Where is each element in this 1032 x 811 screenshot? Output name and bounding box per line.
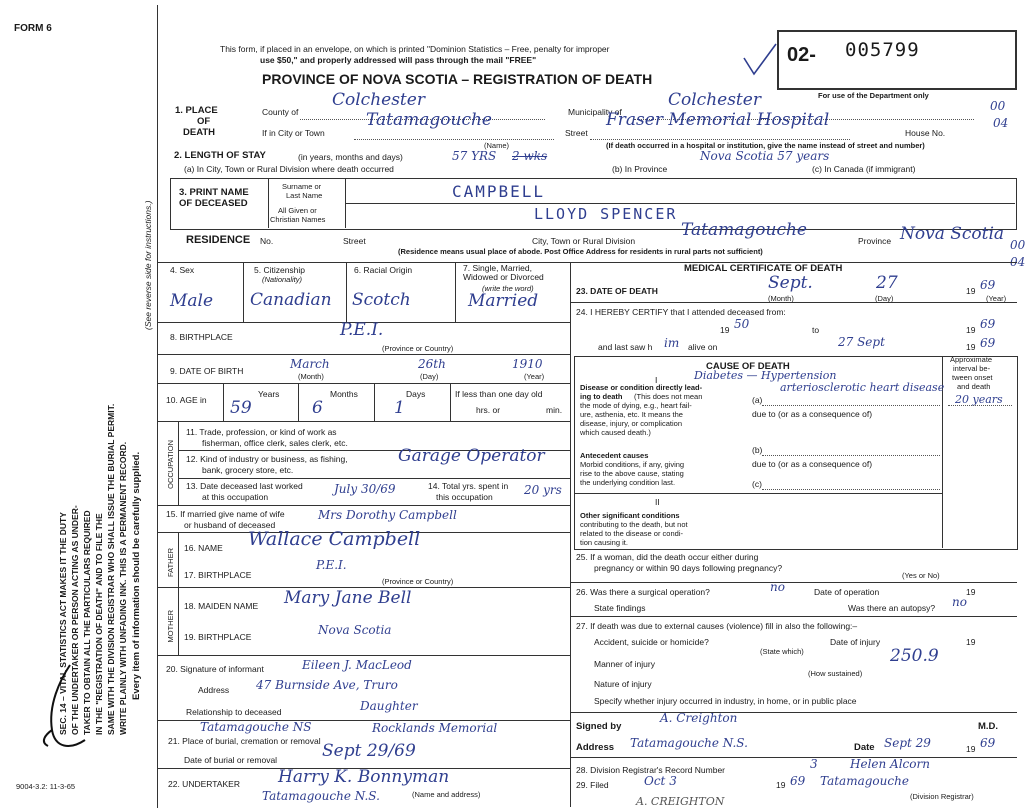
last-saw-label: and last saw h — [598, 342, 653, 352]
hrs-label: hrs. or — [476, 405, 501, 415]
wife-label: 15. If married give name of wife — [166, 509, 285, 519]
findings-label: State findings — [594, 603, 646, 613]
cert-rule-1 — [570, 302, 1017, 303]
length-hint: (in years, months and days) — [298, 152, 403, 162]
cause-a-line — [762, 405, 940, 406]
cause-a-label: (a) — [752, 395, 763, 405]
nature-label: Nature of injury — [594, 679, 652, 689]
cause-a2-value: arteriosclerotic heart disease — [780, 381, 945, 394]
attended-from-value: 50 — [734, 317, 750, 331]
statute-line-5: SAME WITH THE DIVISION REGISTRAR WHO SHALL ISSUE THE BURIAL PERMIT. — [106, 403, 116, 735]
last-saw-value: im — [664, 336, 680, 350]
surgery-top-rule — [570, 582, 1017, 583]
res-no-label: No. — [260, 236, 274, 246]
citizenship-value: Canadian — [250, 290, 332, 310]
registration-prefix: 02- — [787, 44, 816, 66]
surname-value: CAMPBELL — [452, 182, 546, 201]
dod-year-value: 69 — [980, 278, 996, 292]
age-bottom-rule — [157, 421, 570, 422]
street-line — [590, 139, 850, 140]
dob-month-value: March — [290, 357, 330, 371]
dept-code-c: 00 — [1010, 238, 1026, 252]
other-2: contributing to the death, but not — [580, 520, 688, 529]
registration-number: 005799 — [845, 39, 920, 61]
cause-title: CAUSE OF DEATH — [706, 361, 790, 372]
filed-19: 19 — [776, 780, 786, 790]
in-province-label: (b) In Province — [612, 164, 668, 174]
place-of-death-label: 1. PLACE — [175, 105, 218, 116]
given-label: All Given or — [278, 206, 317, 215]
name-box-divider — [268, 178, 269, 228]
age-label: 10. AGE in — [166, 395, 207, 405]
signed-label: Signed by — [576, 721, 622, 732]
informant-address-label: Address — [198, 685, 230, 695]
occ14b-label: this occupation — [436, 492, 493, 502]
mother-side-label: MOTHER — [166, 610, 175, 643]
stay-city-struck: 2 wks — [512, 149, 548, 163]
hospital-note: (If death occurred in a hospital or institution, give the name instead of street and number) — [606, 141, 925, 150]
envelope-notice-2: use $50," and properly addressed will pass through the mail "FREE" — [260, 55, 537, 65]
occ12b-label: bank, grocery store, etc. — [202, 465, 294, 475]
signature-top-rule — [570, 712, 1017, 713]
house-no-label: House No. — [905, 128, 946, 138]
dod-year-prefix: 19 — [966, 286, 976, 296]
filed-value: Oct 3 — [644, 774, 677, 788]
occ14-label: 14. Total yrs. spent in — [428, 481, 509, 491]
years-label: Years — [258, 389, 280, 399]
approx-3: tween onset — [952, 373, 993, 382]
last-name-label: Last Name — [286, 191, 323, 200]
dept-code-d: 04 — [1010, 255, 1026, 269]
industry-value: Garage Operator — [398, 446, 545, 466]
informant-label: 20. Signature of informant — [166, 664, 264, 674]
mother-bp-value: Nova Scotia — [318, 623, 392, 637]
days-label: Days — [406, 389, 426, 399]
citizenship-label: 5. Citizenship — [254, 265, 306, 275]
injury-19: 19 — [966, 637, 976, 647]
cert-date-label: Date — [854, 742, 875, 753]
form-id: FORM 6 — [14, 23, 52, 34]
burial-date-label: Date of burial or removal — [184, 755, 278, 765]
street-label: Street — [565, 128, 588, 138]
write-word-label: (write the word) — [482, 284, 534, 293]
approx-2: interval be- — [953, 364, 991, 373]
woman-1: 25. If a woman, did the death occur either during — [576, 552, 759, 562]
surname-label: Surname or — [282, 182, 322, 191]
antecedent-1: Antecedent causes — [580, 451, 649, 460]
yes-no-hint: (Yes or No) — [902, 571, 940, 580]
antecedent-4: the underlying condition last. — [580, 478, 676, 487]
total-years-value: 20 yrs — [524, 483, 562, 497]
given-names-value: LLOYD SPENCER — [534, 205, 678, 223]
other-1: Other significant conditions — [580, 511, 680, 520]
dob-label: 9. DATE OF BIRTH — [170, 366, 244, 376]
injury-date-label: Date of injury — [830, 637, 881, 647]
father-bp-value: P.E.I. — [316, 558, 347, 572]
dept-code-b: 04 — [993, 116, 1009, 130]
cause-b-label: (b) — [752, 445, 763, 455]
date-of-death-label: 23. DATE OF DEATH — [576, 286, 658, 296]
municipality-label: Municipality of — [568, 107, 622, 117]
antecedent-3: rise to the above cause, stating — [580, 469, 684, 478]
occ11-label: 11. Trade, profession, or kind of work as — [186, 427, 337, 437]
row-4-7-divider-3 — [455, 262, 456, 322]
marital-label: 7. Single, Married, Widowed or Divorced — [463, 263, 544, 282]
interval-a-value: 20 years — [955, 393, 1003, 406]
less-than-day-label: If less than one day old — [455, 389, 543, 399]
hereby-label: 24. I HEREBY CERTIFY that I attended deceased from: — [576, 307, 786, 317]
alive-year-value: 69 — [980, 336, 996, 350]
bottom-signature: A. CREIGHTON — [636, 795, 725, 808]
burial-place-value-2: Rocklands Memorial — [372, 721, 498, 735]
wife-value: Mrs Dorothy Campbell — [318, 508, 457, 522]
relationship-value: Daughter — [360, 699, 418, 713]
father-side-label: FATHER — [166, 548, 175, 578]
approx-4: and death — [957, 382, 991, 391]
other-4: tion causing it. — [580, 538, 628, 547]
dod-day-value: 27 — [876, 273, 898, 293]
specify-label: Specify whether injury occurred in industry, in home, or in public place — [594, 696, 857, 706]
undertaker-address-value: Tatamagouche N.S. — [262, 789, 380, 803]
city-town-label: If in City or Town — [262, 128, 325, 138]
name-box-midline — [345, 203, 1015, 204]
row-4-7-top-rule — [157, 262, 1017, 263]
place-of-death-label-2: OF — [197, 116, 211, 127]
undertaker-hint: (Name and address) — [412, 790, 481, 799]
informant-address-value: 47 Burnside Ave, Truro — [256, 678, 398, 692]
disease-6: disease, injury, or complication — [580, 419, 682, 428]
occ13-label: 13. Date deceased last worked — [186, 481, 303, 491]
occ-bottom-rule — [157, 505, 570, 506]
res-province-value: Nova Scotia — [900, 224, 1005, 244]
cert-date-year-value: 69 — [980, 736, 996, 750]
cause-ii-divider — [574, 493, 942, 494]
racial-value: Scotch — [352, 290, 411, 310]
op-date-label: Date of operation — [814, 587, 880, 597]
attended-to-value: 69 — [980, 317, 996, 331]
external-label: 27. If death was due to external causes (violence) fill in also the following:– — [576, 621, 858, 631]
div-reg-label: 28. Division Registrar's Record Number — [576, 765, 726, 775]
occ13-top-rule — [178, 478, 570, 479]
disease-3: (This does not mean — [634, 392, 703, 401]
manner-label: Manner of injury — [594, 659, 655, 669]
cause-b-line — [762, 455, 940, 456]
res-province-label: Province — [858, 236, 892, 246]
christian-label: Christian Names — [270, 215, 326, 224]
statute-line-6: WRITE PLAINLY WITH UNFADING INK. THIS IS A PERMANENT RECORD. — [118, 441, 128, 735]
county-label: County of — [262, 107, 299, 117]
mother-side-rule — [178, 587, 179, 655]
mother-bp-label: 19. BIRTHPLACE — [184, 632, 252, 642]
margin-signature-mark — [30, 660, 100, 760]
age-days-value: 1 — [394, 398, 405, 418]
birthplace-label: 8. BIRTHPLACE — [170, 332, 233, 342]
attended-to-label: to — [812, 325, 820, 335]
dob-top-rule — [157, 354, 570, 355]
occ12-label: 12. Kind of industry or business, as fishing, — [186, 454, 348, 464]
of-deceased-label: OF DECEASED — [179, 198, 248, 209]
statute-line-3: TAKER TO OBTAIN ALL THE PARTICULARS REQUIRED — [82, 510, 92, 735]
burial-date-value: Sept 29/69 — [322, 741, 416, 761]
birthplace-hint: (Province or Country) — [382, 344, 454, 353]
age-divider — [223, 383, 224, 421]
row-4-7-divider-2 — [346, 262, 347, 322]
res-city-label: City, Town or Rural Division — [532, 236, 636, 246]
form-code: 9004-3.2: 11-3-65 — [16, 782, 76, 791]
marital-value: Married — [468, 291, 539, 311]
occ11b-label: fisherman, office clerk, sales clerk, etc. — [202, 438, 348, 448]
statute-line-4: IN THE "REGISTRATION OF DEATH" AND TO FILE THE — [94, 513, 104, 735]
disease-5: ure, asthenia, etc. It means the — [580, 410, 683, 419]
attended-19-a: 19 — [720, 325, 730, 335]
town-value: Tatamagouche — [366, 110, 492, 130]
statute-line-1: SEC. 14 – VITAL STATISTICS ACT MAKES IT THE DUTY — [58, 512, 68, 735]
town-line — [354, 139, 554, 140]
alive-19: 19 — [966, 342, 976, 352]
cert-address-value: Tatamagouche N.S. — [630, 736, 748, 750]
relationship-label: Relationship to deceased — [186, 707, 282, 717]
stay-city-value: 57 YRS — [452, 149, 497, 163]
mother-value: Mary Jane Bell — [284, 588, 412, 608]
alive-on-label: alive on — [688, 342, 718, 352]
stay-province-value: Nova Scotia 57 years — [700, 149, 830, 163]
record-number-value: 3 — [810, 757, 818, 771]
residence-note: (Residence means usual place of abode. Post Office Address for residents in rural parts not sufficient) — [398, 247, 763, 256]
mother-maiden-label: 18. MAIDEN NAME — [184, 601, 259, 611]
in-city-label: (a) In City, Town or Rural Division where death occurred — [184, 164, 394, 174]
last-worked-value: July 30/69 — [334, 482, 396, 496]
print-name-label: 3. PRINT NAME — [179, 187, 249, 198]
res-street-label: Street — [343, 236, 366, 246]
father-bp-label: 17. BIRTHPLACE — [184, 570, 252, 580]
dept-code-a: 00 — [990, 99, 1006, 113]
filed-year-value: 69 — [790, 774, 806, 788]
autopsy-value: no — [952, 595, 967, 609]
dob-day-hint: (Day) — [420, 372, 439, 381]
dob-month-hint: (Month) — [298, 372, 324, 381]
due-to-1: due to (or as a consequence of) — [752, 409, 873, 419]
name-hint: (Name) — [484, 141, 510, 150]
occupation-side-rule — [178, 421, 179, 505]
due-to-2: due to (or as a consequence of) — [752, 459, 873, 469]
cause-c-line — [762, 489, 940, 490]
cert-date-19: 19 — [966, 744, 976, 754]
disease-7: which caused death.) — [580, 428, 651, 437]
burial-place-value-1: Tatamagouche NS — [200, 720, 312, 734]
place-of-death-label-3: DEATH — [183, 127, 216, 138]
signed-by-value: A. Creighton — [660, 711, 738, 725]
op-19: 19 — [966, 587, 976, 597]
registrar-top-rule — [570, 757, 1017, 758]
antecedent-2: Morbid conditions, if any, giving — [580, 460, 685, 469]
woman-2: pregnancy or within 90 days following pregnancy? — [594, 563, 783, 573]
row-4-7-divider — [243, 262, 244, 322]
registrar-name-value: Tatamagouche — [820, 774, 909, 788]
dob-day-value: 26th — [418, 357, 446, 371]
injury-code-value: 250.9 — [890, 646, 939, 666]
min-label: min. — [546, 405, 563, 415]
department-use-note: For use of the Department only — [818, 91, 929, 100]
nationality-label: (Nationality) — [262, 275, 303, 284]
how-sustained-hint: (How sustained) — [808, 669, 863, 678]
disease-2: ing to death — [580, 392, 623, 401]
reverse-note: (See reverse side for instructions.) — [143, 200, 153, 330]
dod-day-hint: (Day) — [875, 294, 894, 303]
registrar-signature: Helen Alcorn — [850, 757, 930, 771]
father-bp-hint: (Province or Country) — [382, 577, 454, 586]
father-value: Wallace Campbell — [248, 528, 421, 550]
wife-b-label: or husband of deceased — [184, 520, 276, 530]
attended-19-b: 19 — [966, 325, 976, 335]
surgical-label: 26. Was there a surgical operation? — [576, 587, 710, 597]
dod-month-value: Sept. — [768, 273, 813, 293]
supplied-note: Every item of information should be carefully supplied. — [131, 451, 142, 700]
informant-value: Eileen J. MacLeod — [302, 658, 412, 672]
div-registrar-hint: (Division Registrar) — [910, 792, 974, 801]
roman-ii: II — [655, 497, 660, 507]
cause-a-value: Diabetes — Hypertension — [694, 369, 837, 382]
street-value: Fraser Memorial Hospital — [606, 110, 830, 130]
filed-label: 29. Filed — [576, 780, 609, 790]
residence-label: RESIDENCE — [186, 234, 251, 246]
autopsy-label: Was there an autopsy? — [848, 603, 936, 613]
disease-4: the mode of dying, e.g., heart fail- — [580, 401, 692, 410]
undertaker-value: Harry K. Bonnyman — [278, 767, 450, 787]
undertaker-label: 22. UNDERTAKER — [168, 779, 240, 789]
external-top-rule — [570, 616, 1017, 617]
medical-cert-title: MEDICAL CERTIFICATE OF DEATH — [684, 263, 843, 274]
occ13b-label: at this occupation — [202, 492, 269, 502]
municipality-value: Colchester — [668, 90, 761, 110]
occupation-side-label: OCCUPATION — [166, 440, 175, 489]
envelope-notice: This form, if placed in an envelope, on which is printed "Dominion Statistics – Free, penalty for improper — [220, 44, 610, 54]
age-years-value: 59 — [230, 398, 252, 418]
cert-address-label: Address — [576, 742, 615, 753]
age-divider-2 — [298, 383, 299, 421]
mother-bottom-rule — [157, 655, 570, 656]
left-margin-rule — [157, 5, 158, 808]
res-town-value: Tatamagouche — [681, 220, 807, 240]
center-column-rule — [570, 262, 571, 807]
cert-date-value: Sept 29 — [884, 736, 931, 750]
age-divider-3 — [374, 383, 375, 421]
dod-year-hint: (Year) — [986, 294, 1007, 303]
alive-date-value: 27 Sept — [838, 335, 885, 349]
check-mark-icon — [740, 40, 780, 80]
statute-line-2: OF THE UNDERTAKER OR PERSON ACTING AS UNDER- — [70, 505, 80, 735]
county-value: Colchester — [332, 90, 425, 110]
sex-label: 4. Sex — [170, 265, 195, 275]
dob-year-value: 1910 — [512, 357, 543, 371]
father-name-label: 16. NAME — [184, 543, 223, 553]
dob-year-hint: (Year) — [524, 372, 545, 381]
dod-month-hint: (Month) — [768, 294, 794, 303]
md-label: M.D. — [978, 721, 999, 732]
state-which-hint: (State which) — [760, 647, 804, 656]
disease-1: Disease or condition directly lead- — [580, 383, 703, 392]
surgery-value: no — [770, 580, 785, 594]
racial-label: 6. Racial Origin — [354, 265, 413, 275]
in-canada-label: (c) In Canada (if immigrant) — [812, 164, 916, 174]
form-title: PROVINCE OF NOVA SCOTIA – REGISTRATION OF DEATH — [262, 71, 653, 87]
interval-a-line — [948, 405, 1012, 406]
approx-1: Approximate — [950, 355, 993, 364]
months-label: Months — [330, 389, 358, 399]
cause-c-label: (c) — [752, 479, 762, 489]
father-side-rule — [178, 532, 179, 587]
age-top-rule — [157, 383, 570, 384]
roman-i: I — [655, 375, 658, 385]
age-months-value: 6 — [312, 398, 323, 418]
birthplace-value: P.E.I. — [340, 320, 384, 340]
length-of-stay-label: 2. LENGTH OF STAY — [174, 150, 266, 161]
burial-label: 21. Place of burial, cremation or removal — [168, 736, 321, 746]
other-3: related to the disease or condi- — [580, 529, 683, 538]
age-divider-4 — [450, 383, 451, 421]
sex-value: Male — [170, 291, 214, 311]
accident-label: Accident, suicide or homicide? — [594, 637, 709, 647]
